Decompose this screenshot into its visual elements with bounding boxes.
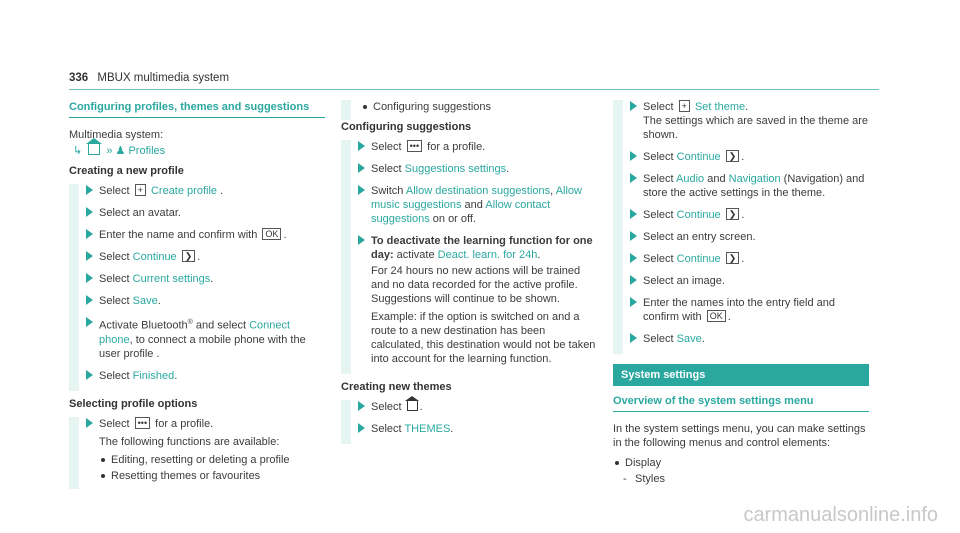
step: Enter the name and confirm with OK . xyxy=(69,228,325,250)
step-arrow-icon xyxy=(86,185,93,195)
step: Select THEMES. xyxy=(341,422,597,444)
step-arrow-icon xyxy=(86,295,93,305)
step-arrow-icon xyxy=(358,423,365,433)
bullet-icon xyxy=(615,461,619,465)
deact-learn-link[interactable]: Deact. learn. for 24h xyxy=(437,249,538,261)
continue-link[interactable]: Continue xyxy=(676,209,721,221)
header-title: MBUX multimedia system xyxy=(97,72,230,84)
current-settings-link[interactable]: Current settings xyxy=(132,273,211,285)
return-arrow-icon: ↳ xyxy=(73,145,83,157)
step: Select Continue ❯ . xyxy=(613,150,869,172)
configuring-suggestions-heading: Configuring suggestions xyxy=(341,121,472,133)
step-arrow-icon xyxy=(630,253,637,263)
menu-path xyxy=(69,144,325,158)
step: Select Continue ❯ . xyxy=(613,208,869,230)
themes-link[interactable]: THEMES xyxy=(404,423,451,435)
step: Select an entry screen. xyxy=(613,230,869,252)
ok-key: OK xyxy=(707,310,726,322)
watermark: carmanualsonline.info xyxy=(743,504,938,526)
step: Select Continue ❯ . xyxy=(613,252,869,274)
navigation-link[interactable]: Navigation xyxy=(728,173,781,185)
path-profiles-link[interactable]: Profiles xyxy=(128,145,166,157)
column-2 xyxy=(341,100,597,444)
step-arrow-icon xyxy=(630,275,637,285)
create-profile-link[interactable]: Create profile xyxy=(150,185,218,197)
profile-icon: ♟ xyxy=(115,145,126,157)
more-options-icon: ••• xyxy=(407,140,422,152)
intro-text: In the system settings menu, you can make settings in the following menus and control elements: xyxy=(613,423,866,449)
step-arrow-icon xyxy=(630,209,637,219)
ok-key: OK xyxy=(262,228,281,240)
step-arrow-icon xyxy=(86,273,93,283)
creating-profile-heading: Creating a new profile xyxy=(69,165,184,177)
step-arrow-icon xyxy=(630,173,637,183)
chevron-right-icon: ❯ xyxy=(726,208,740,220)
plus-icon: + xyxy=(135,184,146,196)
section-title-system-settings: Overview of the system settings menu xyxy=(613,394,869,412)
bullet-icon xyxy=(101,458,105,462)
bullet-icon xyxy=(101,474,105,478)
double-chevron-icon: » xyxy=(106,145,113,157)
step-arrow-icon xyxy=(86,370,93,380)
step: Switch Allow destination suggestions, Allow music suggestions and Allow contact suggestions on or off. xyxy=(341,184,597,234)
step: Select Suggestions settings. xyxy=(341,162,597,184)
step-arrow-icon xyxy=(630,297,637,307)
step: Select Current settings. xyxy=(69,272,325,294)
page-header xyxy=(69,72,229,84)
system-settings-banner: System settings xyxy=(613,364,869,386)
step: Select Audio and Navigation (Navigation) and store the active settings in the theme. xyxy=(613,172,869,208)
creating-themes-heading: Creating new themes xyxy=(341,381,452,393)
column-1 xyxy=(69,100,325,489)
more-options-icon: ••• xyxy=(135,417,150,429)
audio-link[interactable]: Audio xyxy=(676,173,705,185)
step: Select + Set theme. The settings which are saved in the theme are shown. xyxy=(613,100,869,150)
step: To deactivate the learning function for one day: activate Deact. learn. for 24h. For 24 hours no new actions will be trained and no data recorded for the active profile. Suggestions will continue to be shown. Example: if the option is switched on and a route to a new destination has been calculated, this destination would not be taken into account for the learning function. xyxy=(341,234,597,374)
step: Select ••• for a profile. The following functions are available: xyxy=(69,417,325,453)
dash-icon: - xyxy=(623,473,627,485)
path-label: Multimedia system: xyxy=(69,129,164,141)
save-link[interactable]: Save xyxy=(676,333,702,345)
step-arrow-icon xyxy=(630,101,637,111)
step-arrow-icon xyxy=(86,317,93,327)
continue-link[interactable]: Continue xyxy=(132,251,177,263)
save-link[interactable]: Save xyxy=(132,295,158,307)
continue-link[interactable]: Continue xyxy=(676,253,721,265)
step: Select ••• for a profile. xyxy=(341,140,597,162)
chevron-right-icon: ❯ xyxy=(726,150,740,162)
step: Enter the names into the entry field and confirm with OK . xyxy=(613,296,869,332)
step-arrow-icon xyxy=(630,333,637,343)
step-arrow-icon xyxy=(630,231,637,241)
step: Select . xyxy=(341,400,597,422)
allow-music-link[interactable]: Allow music suggestions xyxy=(371,185,582,211)
step-arrow-icon xyxy=(358,401,365,411)
home-icon xyxy=(407,401,418,411)
step: Select Save. xyxy=(613,332,869,354)
step-arrow-icon xyxy=(358,235,365,245)
suggestions-settings-link[interactable]: Suggestions settings xyxy=(404,163,507,175)
selecting-options-heading: Selecting profile options xyxy=(69,397,198,410)
step: Select Save. xyxy=(69,294,325,316)
connect-phone-link[interactable]: Connect phone xyxy=(99,319,291,346)
page-number: 336 xyxy=(69,72,89,84)
header-rule xyxy=(69,89,879,90)
list-item: Configuring suggestions xyxy=(341,100,597,120)
step: Select + Create profile . xyxy=(69,184,325,206)
step: Select an image. xyxy=(613,274,869,296)
allow-contact-link[interactable]: Allow contact suggestions xyxy=(371,199,551,225)
list-item: Resetting themes or favourites xyxy=(69,469,325,489)
step-arrow-icon xyxy=(358,141,365,151)
step: Select Finished. xyxy=(69,369,325,391)
step-arrow-icon xyxy=(358,163,365,173)
step-arrow-icon xyxy=(86,251,93,261)
step-arrow-icon xyxy=(630,151,637,161)
step-arrow-icon xyxy=(358,185,365,195)
chevron-right-icon: ❯ xyxy=(182,250,196,262)
bullet-icon xyxy=(363,105,367,109)
step-arrow-icon xyxy=(86,229,93,239)
list-item: Display xyxy=(613,456,869,470)
home-icon xyxy=(88,144,100,155)
set-theme-link[interactable]: Set theme xyxy=(694,101,746,113)
allow-destination-link[interactable]: Allow destination suggestions xyxy=(405,185,551,197)
step: Select Continue ❯ . xyxy=(69,250,325,272)
step-arrow-icon xyxy=(86,207,93,217)
plus-icon: + xyxy=(679,100,690,112)
continue-link[interactable]: Continue xyxy=(676,151,721,163)
step: Select an avatar. xyxy=(69,206,325,228)
finished-link[interactable]: Finished xyxy=(132,369,175,382)
list-subitem: - Styles xyxy=(623,473,665,485)
section-title-profiles: Configuring profiles, themes and suggestions xyxy=(69,100,325,118)
step: Activate Bluetooth® and select Connect phone, to connect a mobile phone with the user profile . xyxy=(69,316,325,369)
step-arrow-icon xyxy=(86,418,93,428)
column-3 xyxy=(613,100,869,486)
list-item: Editing, resetting or deleting a profile xyxy=(69,453,325,469)
chevron-right-icon: ❯ xyxy=(726,252,740,264)
